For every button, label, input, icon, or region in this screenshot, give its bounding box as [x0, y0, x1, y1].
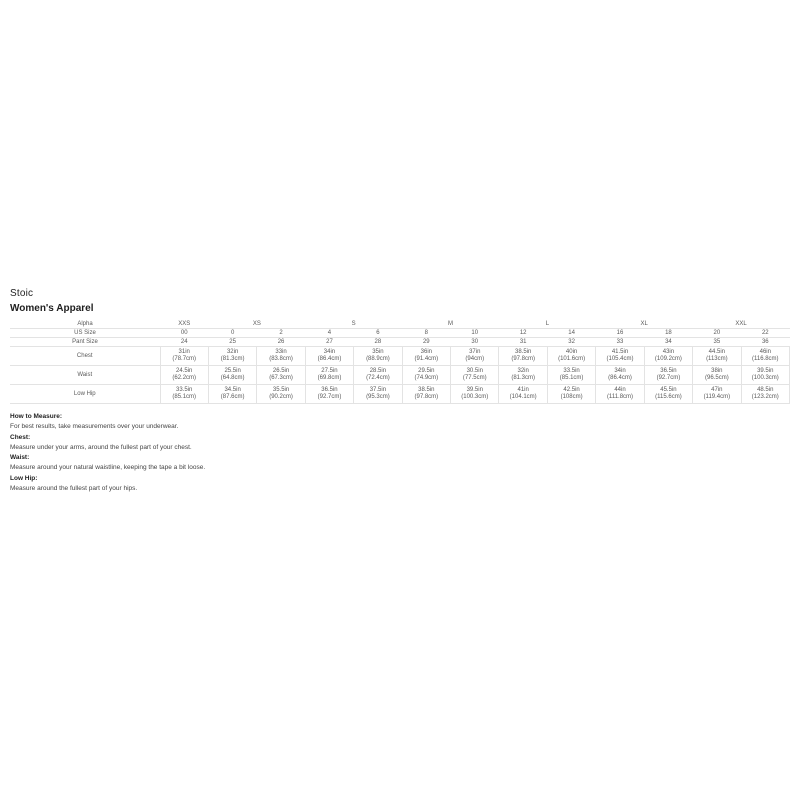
low-hip-measurement-cell	[402, 385, 450, 404]
header-row-alpha	[10, 320, 790, 329]
us-size-cell: 4	[305, 329, 353, 338]
value-inches: 34.5in	[224, 387, 241, 393]
low-hip-measurement-cell	[596, 385, 644, 404]
us-size-cell: 0	[208, 329, 256, 338]
row-label-chest: Chest	[10, 347, 160, 366]
waist-instructions: Measure around your natural waistline, keeping the tape a bit loose.	[10, 464, 206, 471]
value-centimeters: (100.3cm)	[461, 394, 489, 400]
us-size-cell: 14	[547, 329, 595, 338]
us-size-cell: 2	[257, 329, 305, 338]
value-centimeters: (96.5cm)	[705, 375, 729, 381]
waist-measurement-cell	[596, 366, 644, 385]
value-centimeters: (111.8cm)	[606, 394, 634, 400]
value-centimeters: (86.4cm)	[608, 375, 632, 381]
value-centimeters: (115.6cm)	[655, 394, 682, 400]
value-inches: 44in	[614, 387, 626, 393]
page-title: Women's Apparel	[10, 303, 94, 314]
low-hip-measurement-cell	[741, 385, 789, 404]
value-inches: 36in	[420, 349, 432, 355]
value-centimeters: (95.3cm)	[366, 394, 390, 400]
chest-instructions: Measure under your arms, around the fullest part of your chest.	[10, 443, 192, 451]
value-inches: 39.5in	[466, 387, 483, 393]
waist-measurement-cell	[547, 366, 595, 385]
us-size-cell: 8	[402, 329, 450, 338]
waist-measurement-cell	[354, 366, 402, 385]
pant-size-cell: 29	[402, 338, 450, 347]
value-inches: 36.5in	[660, 368, 677, 374]
chest-measurement-cell	[160, 347, 208, 366]
pant-size-cell: 35	[693, 338, 741, 347]
value-centimeters: (77.5cm)	[462, 375, 487, 381]
value-centimeters: (85.1cm)	[559, 375, 584, 381]
pant-size-cell: 25	[208, 338, 256, 347]
value-inches: 47in	[711, 387, 723, 393]
value-inches: 30.5in	[466, 368, 483, 374]
value-centimeters: (109.2cm)	[654, 356, 682, 362]
value-centimeters: (83.8cm)	[269, 356, 293, 362]
row-label-alpha: Alpha	[10, 320, 160, 329]
how-to-measure-intro: For best results, take measurements over your underwear.	[10, 423, 179, 430]
measurement-row-waist	[10, 366, 790, 385]
us-size-cell: 16	[596, 329, 644, 338]
chest-measurement-cell	[499, 347, 547, 366]
value-inches: 37.5in	[369, 387, 387, 393]
chest-measurement-cell	[402, 347, 450, 366]
waist-measurement-cell	[741, 366, 789, 385]
low-hip-heading: Low Hip:	[10, 474, 38, 482]
value-inches: 44.5in	[708, 349, 726, 355]
waist-measurement-cell	[693, 366, 741, 385]
us-size-cell: 20	[693, 329, 741, 338]
chest-measurement-cell	[451, 347, 499, 366]
low-hip-measurement-cell	[160, 385, 208, 404]
value-inches: 26.5in	[272, 368, 290, 374]
value-centimeters: (116.8cm)	[751, 356, 779, 362]
us-size-cell: 22	[741, 329, 789, 338]
value-inches: 34in	[323, 349, 336, 355]
value-inches: 27.5in	[321, 368, 338, 374]
waist-measurement-cell	[499, 366, 547, 385]
brand-name: Stoic	[10, 288, 34, 299]
header-row-pant-size	[10, 338, 790, 347]
value-centimeters: (108cm)	[560, 394, 583, 400]
value-inches: 35.5in	[272, 387, 290, 393]
chest-heading: Chest:	[10, 433, 31, 441]
value-inches: 42.5in	[563, 387, 580, 393]
value-centimeters: (94cm)	[465, 356, 485, 362]
value-centimeters: (97.8cm)	[414, 394, 439, 400]
value-inches: 32in	[226, 349, 239, 355]
value-centimeters: (100.3cm)	[751, 375, 779, 381]
pant-size-cell: 32	[547, 338, 595, 347]
value-centimeters: (67.3cm)	[269, 375, 293, 381]
chest-measurement-cell	[644, 347, 692, 366]
value-centimeters: (74.9cm)	[414, 375, 439, 381]
size-chart-page	[10, 288, 790, 495]
value-inches: 38.5in	[514, 349, 532, 355]
value-inches: 43in	[662, 349, 675, 355]
low-hip-measurement-cell	[693, 385, 741, 404]
value-centimeters: (64.8cm)	[220, 375, 245, 381]
waist-measurement-cell	[451, 366, 499, 385]
low-hip-measurement-cell	[644, 385, 692, 404]
value-centimeters: (91.4cm)	[414, 356, 439, 362]
chest-measurement-cell	[354, 347, 402, 366]
value-inches: 31in	[178, 349, 190, 355]
value-inches: 40in	[565, 349, 578, 355]
value-inches: 35in	[372, 349, 384, 355]
pant-size-cell: 24	[160, 338, 208, 347]
alpha-cell: XXS	[160, 320, 208, 329]
us-size-cell: 00	[160, 329, 208, 338]
value-inches: 34in	[614, 368, 626, 374]
how-to-measure-section	[10, 413, 790, 492]
low-hip-measurement-cell	[354, 385, 402, 404]
us-size-cell: 6	[354, 329, 402, 338]
value-centimeters: (62.2cm)	[172, 375, 197, 381]
low-hip-measurement-cell	[305, 385, 353, 404]
value-centimeters: (101.6cm)	[558, 356, 586, 362]
size-chart-table	[10, 320, 790, 404]
value-inches: 48.5in	[757, 387, 774, 393]
value-centimeters: (87.6cm)	[220, 394, 245, 400]
chest-measurement-cell	[208, 347, 256, 366]
pant-size-cell: 36	[741, 338, 789, 347]
value-centimeters: (85.1cm)	[172, 394, 197, 400]
low-hip-instructions: Measure around the fullest part of your hips.	[10, 484, 138, 492]
chest-measurement-cell	[596, 347, 644, 366]
alpha-cell: XL	[596, 320, 693, 329]
chest-measurement-cell	[257, 347, 305, 366]
value-inches: 38.5in	[418, 387, 435, 393]
value-inches: 25.5in	[224, 368, 241, 374]
chest-measurement-cell	[693, 347, 741, 366]
value-inches: 29.5in	[418, 368, 435, 374]
value-inches: 32in	[517, 368, 529, 374]
value-centimeters: (92.7cm)	[656, 375, 681, 381]
alpha-cell: S	[305, 320, 402, 329]
value-centimeters: (119.4cm)	[703, 394, 731, 400]
value-inches: 46in	[759, 349, 771, 355]
chest-measurement-cell	[547, 347, 595, 366]
low-hip-measurement-cell	[208, 385, 256, 404]
value-centimeters: (123.2cm)	[751, 394, 779, 400]
row-label-us-size: US Size	[10, 329, 160, 338]
alpha-cell: M	[402, 320, 499, 329]
alpha-cell: L	[499, 320, 596, 329]
waist-measurement-cell	[257, 366, 305, 385]
value-inches: 36.5in	[321, 387, 338, 393]
pant-size-cell: 34	[644, 338, 692, 347]
value-centimeters: (97.8cm)	[511, 356, 535, 362]
measurement-row-chest	[10, 347, 790, 366]
pant-size-cell: 30	[451, 338, 499, 347]
low-hip-measurement-cell	[257, 385, 305, 404]
how-to-measure-heading: How to Measure:	[10, 413, 63, 420]
waist-measurement-cell	[208, 366, 256, 385]
value-centimeters: (104.1cm)	[509, 394, 537, 400]
value-inches: 45.5in	[660, 387, 677, 393]
value-inches: 28.5in	[369, 368, 387, 374]
pant-size-cell: 26	[257, 338, 305, 347]
chest-measurement-cell	[741, 347, 789, 366]
low-hip-measurement-cell	[499, 385, 547, 404]
value-inches: 41in	[517, 387, 529, 393]
value-inches: 33in	[275, 349, 287, 355]
value-inches: 38in	[711, 368, 723, 374]
value-centimeters: (78.7cm)	[172, 356, 197, 362]
row-label-low-hip: Low Hip	[10, 385, 160, 404]
pant-size-cell: 31	[499, 338, 547, 347]
value-inches: 24.5in	[176, 368, 193, 374]
value-centimeters: (88.9cm)	[366, 356, 390, 362]
value-centimeters: (113cm)	[706, 356, 728, 362]
us-size-cell: 12	[499, 329, 547, 338]
value-centimeters: (69.8cm)	[317, 375, 342, 381]
waist-measurement-cell	[644, 366, 692, 385]
us-size-cell: 18	[644, 329, 692, 338]
low-hip-measurement-cell	[547, 385, 595, 404]
value-centimeters: (90.2cm)	[269, 394, 293, 400]
pant-size-cell: 28	[354, 338, 402, 347]
value-centimeters: (86.4cm)	[317, 356, 342, 362]
value-centimeters: (72.4cm)	[366, 375, 390, 381]
value-inches: 41.5in	[611, 349, 629, 355]
value-centimeters: (81.3cm)	[220, 356, 245, 362]
pant-size-cell: 27	[305, 338, 353, 347]
row-label-waist: Waist	[10, 366, 160, 385]
value-inches: 33.5in	[176, 387, 193, 393]
alpha-cell: XXL	[693, 320, 790, 329]
chest-measurement-cell	[305, 347, 353, 366]
pant-size-cell: 33	[596, 338, 644, 347]
value-inches: 39.5in	[757, 368, 774, 374]
value-inches: 37in	[469, 349, 481, 355]
alpha-cell: XS	[208, 320, 305, 329]
header-row-us-size	[10, 329, 790, 338]
value-centimeters: (81.3cm)	[511, 375, 535, 381]
waist-measurement-cell	[402, 366, 450, 385]
us-size-cell: 10	[451, 329, 499, 338]
value-centimeters: (92.7cm)	[317, 394, 342, 400]
value-centimeters: (105.4cm)	[606, 356, 634, 362]
measurement-row-low-hip	[10, 385, 790, 404]
row-label-pant-size: Pant Size	[10, 338, 160, 347]
value-inches: 33.5in	[563, 368, 580, 374]
low-hip-measurement-cell	[451, 385, 499, 404]
waist-measurement-cell	[305, 366, 353, 385]
waist-heading: Waist:	[10, 454, 30, 461]
waist-measurement-cell	[160, 366, 208, 385]
